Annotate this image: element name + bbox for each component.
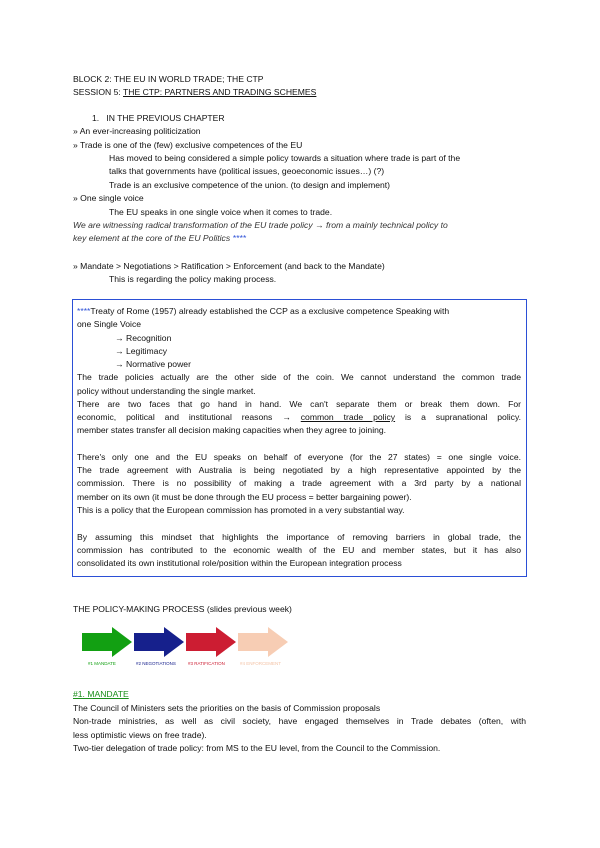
mandate-detail: This is regarding the policy making process. xyxy=(109,274,277,284)
box-line: There are two faces that go hand in hand. We can't separate them or break them down. For xyxy=(77,399,521,409)
box-line: member on its own (it must be done through the EU process = better bargaining power). xyxy=(77,492,412,502)
block-title: BLOCK 2: THE EU IN WORLD TRADE; THE CTP xyxy=(73,74,264,84)
mandate-heading: #1. MANDATE xyxy=(73,689,129,699)
arrow-enforcement-icon xyxy=(238,627,288,666)
chapter-title: IN THE PREVIOUS CHAPTER xyxy=(106,113,225,123)
bullet-text: Mandate > Negotiations > Ratification > Enforcement (and back to the Mandate) xyxy=(80,261,385,271)
bullet-item xyxy=(73,126,201,136)
box-line: consolidated its own institutional role/position within the European integration process xyxy=(77,558,402,568)
mandate-line: Two-tier delegation of trade policy: from MS to the EU level, from the Council to the Commission. xyxy=(73,743,441,753)
session-prefix: SESSION 5: xyxy=(73,87,123,97)
trade-detail-line: Trade is an exclusive competence of the union. (to design and implement) xyxy=(109,180,391,190)
bullet-text: Trade is one of the (few) exclusive competences of the EU xyxy=(80,140,303,150)
session-title xyxy=(73,87,316,97)
arrow-label-negotiations: #2 NEGOTIATIONS xyxy=(136,661,176,666)
trade-detail-line: talks that governments have (political issues, geoeconomic issues…) (?) xyxy=(109,166,385,176)
bullet-marker: » xyxy=(73,140,78,150)
box-list-item: → Legitimacy xyxy=(115,346,168,356)
bullet-text: One single voice xyxy=(80,193,144,203)
box-list-item: → Recognition xyxy=(115,333,172,343)
box-line: commission. There is no possibility of making a trade agreement with a 3rd party by a national xyxy=(77,478,521,488)
arrow-label-ratification: #3 RATIFICATION xyxy=(188,661,225,666)
voice-detail: The EU speaks in one single voice when it comes to trade. xyxy=(109,207,333,217)
arrow-ratification-icon xyxy=(186,627,236,666)
box-line: commission has contributed to the economic wealth of the EU and member states, but it has also xyxy=(77,545,521,555)
box-line: There's only one and the EU speaks on behalf of everyone (for the 27 states) = one single voice. xyxy=(77,452,521,462)
arrow-negotiations-icon xyxy=(134,627,184,666)
bullet-item xyxy=(73,193,144,203)
bullet-item xyxy=(73,261,385,271)
footnote-mark: **** xyxy=(77,306,91,316)
bullet-item xyxy=(73,140,302,150)
box-text: is a supranational policy. xyxy=(404,412,521,422)
box-list-item: → Normative power xyxy=(115,359,191,369)
chapter-number: 1. xyxy=(92,113,100,123)
chapter-heading xyxy=(92,113,225,123)
italic-note-line xyxy=(73,233,246,243)
box-text: economic, political and institutional reasons → xyxy=(77,412,291,422)
mandate-line: The Council of Ministers sets the priorities on the basis of Commission proposals xyxy=(73,703,381,713)
italic-note-text: key element at the core of the EU Politics xyxy=(73,233,231,243)
bullet-marker: » xyxy=(73,261,78,271)
arrow-label-mandate: #1 MANDATE xyxy=(88,661,116,666)
box-line: one Single Voice xyxy=(77,319,142,329)
policy-heading: THE POLICY-MAKING PROCESS (slides previous week) xyxy=(73,604,292,614)
session-name: THE CTP: PARTNERS AND TRADING SCHEMES xyxy=(123,87,317,97)
process-arrows xyxy=(78,625,328,670)
box-line: By assuming this mindset that highlights the importance of removing barriers in global trade, the xyxy=(77,532,521,542)
box-line: policy without understanding the single market. xyxy=(77,386,256,396)
arrow-mandate-icon xyxy=(82,627,132,666)
footnote-mark: **** xyxy=(232,233,246,243)
box-underlined-text: common trade policy xyxy=(300,412,396,422)
italic-note-line: We are witnessing radical transformation of the EU trade policy → from a mainly technical policy to xyxy=(73,220,448,230)
bullet-text: An ever-increasing politicization xyxy=(79,126,201,136)
bullet-marker: » xyxy=(73,193,78,203)
mandate-line: Non-trade ministries, as well as civil society, have engaged themselves in Trade debates (often, with xyxy=(73,716,526,726)
box-line: member states transfer all decision making capacities when they agree to joining. xyxy=(77,425,387,435)
box-line: This is a policy that the European commission has promoted in a very substantial way. xyxy=(77,505,405,515)
box-line: The trade policies actually are the other side of the coin. We cannot understand the common trade xyxy=(77,372,521,382)
box-line: The trade agreement with Australia is being negotiated by a high representative appointed by the xyxy=(77,465,521,475)
arrow-label-enforcement: #4 ENFORCEMENT xyxy=(240,661,282,666)
mandate-line: less optimistic views on free trade). xyxy=(73,730,207,740)
bullet-marker: » xyxy=(73,126,78,136)
trade-detail-line: Has moved to being considered a simple policy towards a situation where trade is part of the xyxy=(109,153,461,163)
box-line xyxy=(77,412,521,422)
box-text: Treaty of Rome (1957) already established the CCP as a exclusive competence Speaking with xyxy=(90,306,450,316)
box-line xyxy=(77,306,521,316)
